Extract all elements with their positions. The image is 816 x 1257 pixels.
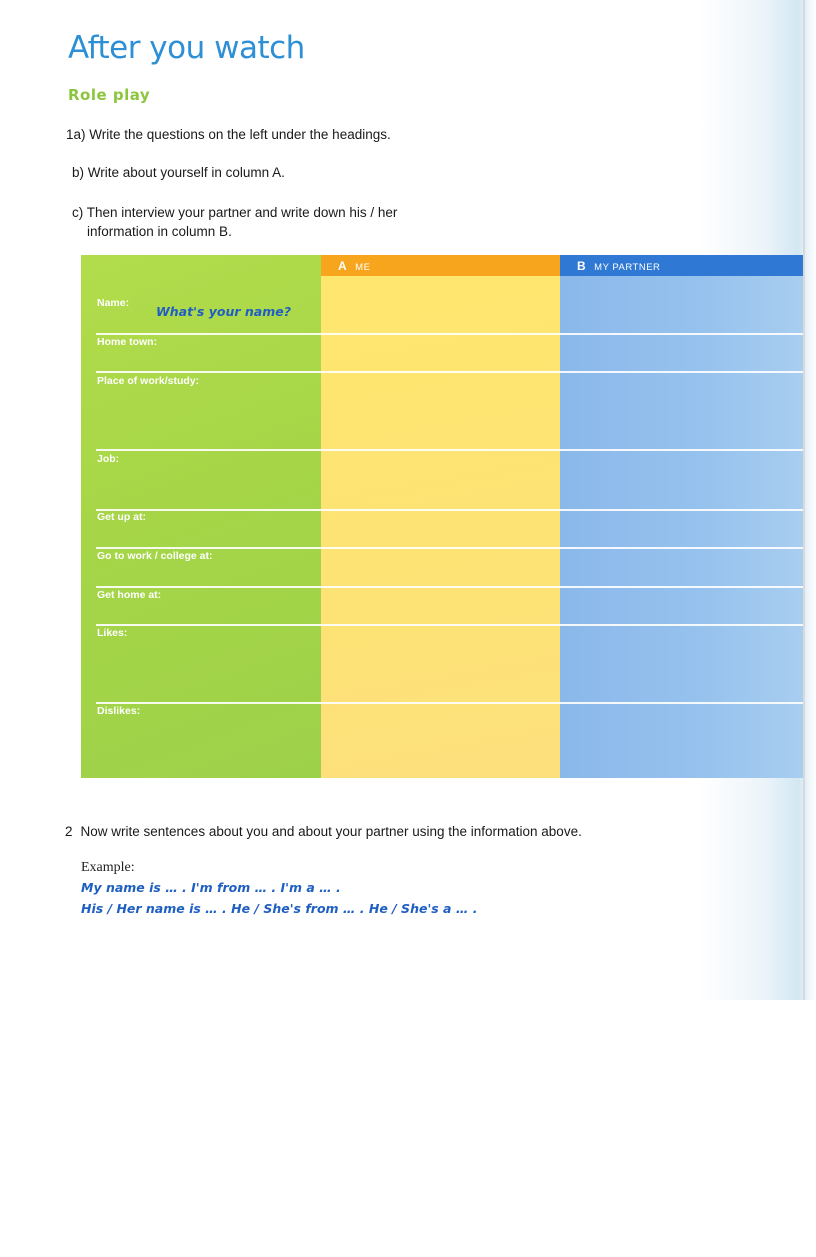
page-binding-edge [803,0,805,1000]
row-label-home-town: Home town: [97,336,158,348]
instruction-text: Write the questions on the left under the headings. [89,127,391,142]
instruction-number: b) [72,165,85,180]
row-label-place-of-work: Place of work/study: [97,375,200,387]
example-question: What's your name? [156,304,291,319]
column-a-header [321,255,560,276]
column-b-header [560,255,803,276]
column-letter: A [338,259,348,273]
row-label-go-to-work: Go to work / college at: [97,550,213,562]
row-divider [96,509,803,511]
example-label: Example: [81,860,135,875]
row-divider [96,586,803,588]
row-divider [96,333,803,335]
instruction-1c [72,203,412,241]
row-divider [96,449,803,451]
instruction-number: 1a) [66,127,86,142]
row-label-name: Name: [97,297,130,309]
role-play-table [81,255,803,778]
instruction-text: Write about yourself in column A. [87,165,285,180]
row-label-job: Job: [97,453,120,465]
row-label-likes: Likes: [97,627,128,639]
example-sentence-2: His / Her name is … . He / She's from … . He / She's a … . [81,901,478,916]
column-label: MY PARTNER [594,262,661,273]
row-divider [96,624,803,626]
task-text: Now write sentences about you and about your partner using the information above. [80,824,582,839]
task-2 [65,822,582,841]
column-letter: B [577,259,587,273]
row-label-get-up: Get up at: [97,511,146,523]
example-sentence-1: My name is … . I'm from … . I'm a … . [81,880,341,895]
instruction-text-continued: information in column B. [87,224,232,239]
row-divider [96,371,803,373]
row-divider [96,702,803,704]
instruction-1b [72,163,285,182]
section-heading: Role play [68,86,151,104]
column-label: ME [355,262,371,273]
row-label-dislikes: Dislikes: [97,705,141,717]
page-title: After you watch [68,30,305,66]
instruction-text: Then interview your partner and write down his / her [86,205,398,220]
row-divider [96,547,803,549]
task-number: 2 [65,824,73,839]
instruction-number: c) [72,205,84,220]
instruction-1a [66,125,391,144]
row-label-get-home: Get home at: [97,589,162,601]
